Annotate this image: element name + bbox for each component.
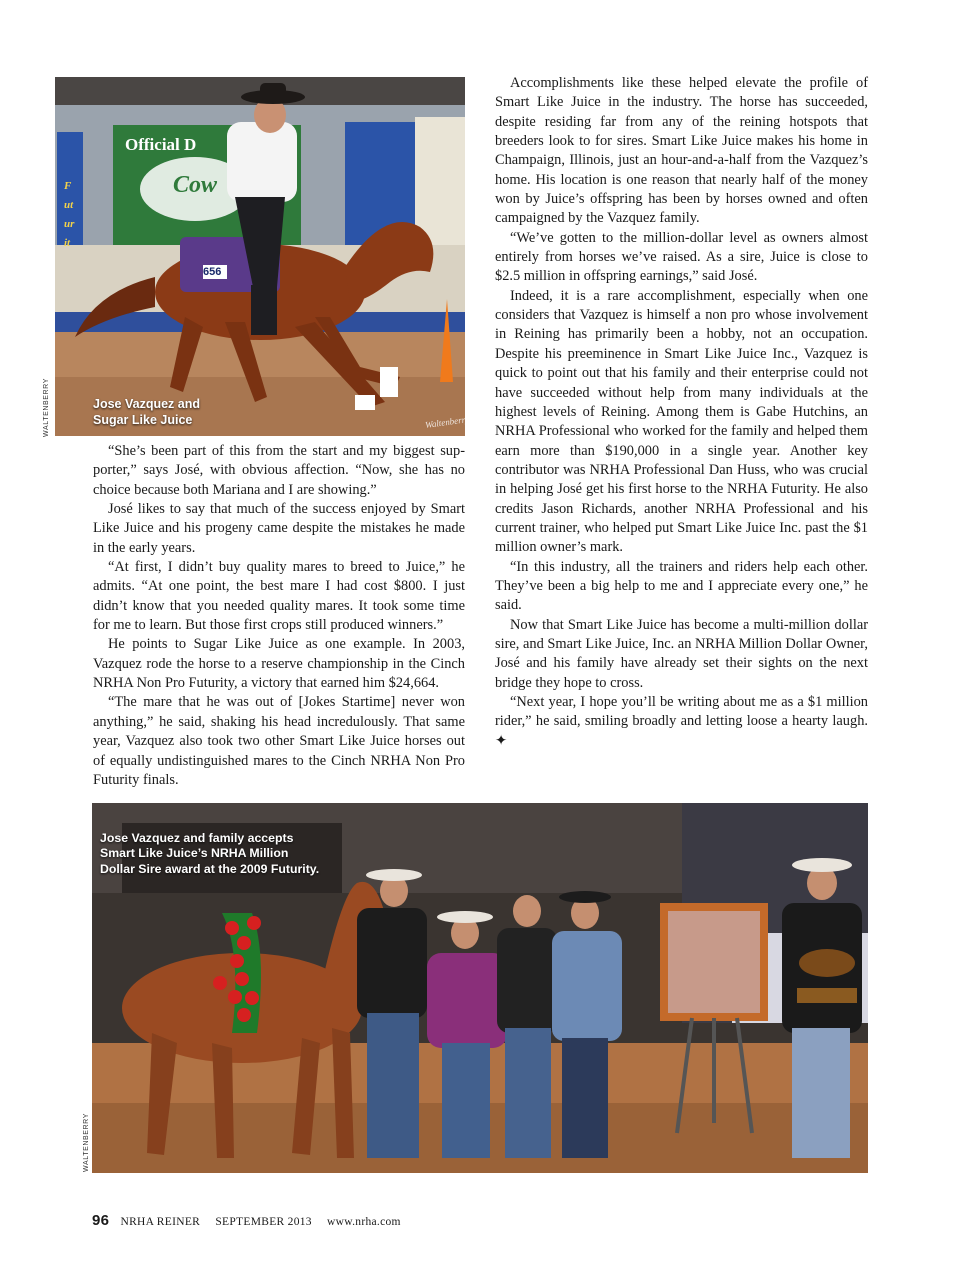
website-link[interactable]: www.nrha.com: [327, 1216, 401, 1228]
caption-line: Dollar Sire award at the 2009 Futurity.: [100, 861, 320, 876]
caption-line: Smart Like Juice’s NRHA Million: [100, 846, 289, 861]
paragraph: “The mare that he was out of [Jokes Startime] never won anything,” he said, shaking his head incredulously. That same year, Vazquez also took two other Smart Like Juice horses out of equally undistinguished mares to the Cinch NRHA Non Pro Futurity finals.: [93, 694, 465, 788]
issue-date: SEPTEMBER 2013: [215, 1216, 312, 1228]
magazine-name: NRHA REINER: [120, 1216, 201, 1228]
page-number: 96: [92, 1212, 110, 1229]
photo-credit: WALTENBERRY: [43, 378, 50, 437]
paragraph: “At first, I didn’t buy quality mares to breed to Juice,” he admits. “At one point, the best mare I had cost $800. I just didn’t know that you needed quality mares. It took some time for me to learn. But those first crops still produced winners.”: [93, 559, 465, 634]
paragraph: Indeed, it is a rare accomplishment, especially when one considers that Vazquez is himself a non pro whose involvement in Reining has primarily been a hobby, not an occupation. Despite his preeminence in Smart Like Juice Inc., Vazquez is quick to point out that his family and their enterprise could not have succeeded without help from many individuals at the highest levels of Reining. Among them is Gabe Hutchins, an NRHA Professional who worked for the family and helped them earn more than $190,000 in a single year. Another key contributor was NRHA Professional Dan Huss, who was crucial in helping José get his first horse to the NRHA Futurity. He also credits Jason Richards, another NRHA Professional and his current trainer, who helped put Smart Like Juice Inc. past the $1 million owner’s mark.: [495, 287, 868, 556]
paragraph: Now that Smart Like Juice has become a multi-million dollar sire, and Smart Like Juice, Inc. an NRHA Million Dollar Owner, José and his family have already set their sights on the next bridge they hope to cross.: [495, 616, 868, 691]
photo-caption: [100, 831, 319, 877]
caption-line: Jose Vazquez and: [93, 397, 200, 411]
caption-line: Jose Vazquez and family accepts: [100, 831, 294, 845]
paragraph: “She’s been part of this from the start and my biggest supporter,” says José, with obvious affection. “Now, she has no choice because both Mariana and I are showing.”: [93, 443, 465, 498]
banner-logo-text: Cow: [173, 172, 218, 198]
page-footer: [92, 1212, 401, 1229]
photo-watermark: Waltenberry: [424, 413, 470, 431]
photo-family-award: [92, 803, 868, 1173]
saddle-number: 656: [203, 266, 222, 278]
caption-line: Sugar Like Juice: [93, 412, 193, 427]
photo-rider-image: [55, 77, 465, 436]
article-column-left: [93, 442, 465, 790]
photo-caption: [93, 397, 200, 428]
photo-rider-on-horse: [55, 77, 470, 436]
paragraph: He points to Sugar Like Juice as one example. In 2003, Vazquez rode the horse to a reserve championship in the Cinch NRHA Non Pro Futurity, a victory that earned him $24,664.: [93, 636, 465, 692]
left-banner-letters: Futurit: [64, 180, 75, 249]
paragraph: “We’ve gotten to the million-dollar level as owners almost entirely from horses we’ve raised. As a sire, Juice is close to $2.5 million in offspring earnings,” said José.: [495, 229, 868, 285]
paragraph: “Next year, I hope you’ll be writing about me as a $1 million rider,” he said, smiling broadly and letting loose a hearty laugh. ✦: [495, 694, 868, 749]
photo-credit: WALTENBERRY: [83, 1113, 90, 1172]
article-column-right: [495, 74, 868, 751]
paragraph: José likes to say that much of the success enjoyed by Smart Like Juice and his progeny came despite the mistakes he made in the early years.: [93, 501, 465, 556]
paragraph: “In this industry, all the trainers and riders help each other. They’ve been a big help to me and I appreciate every one,” he said.: [495, 558, 868, 614]
banner-text: Official D: [125, 135, 197, 154]
paragraph: Accomplishments like these helped elevate the profile of Smart Like Juice in the industry. The horse has succeeded, despite residing far from any of the reining hotspots that breeders look to for sires. Smart Like Juice makes his home in Champaign, Illinois, just an hour-and-a-half from the Vazquez’s home. His location is one reason that nearly half of the money won by Juice’s offspring has been by horses owned and often campaigned by the Vazquez family.: [495, 75, 868, 227]
